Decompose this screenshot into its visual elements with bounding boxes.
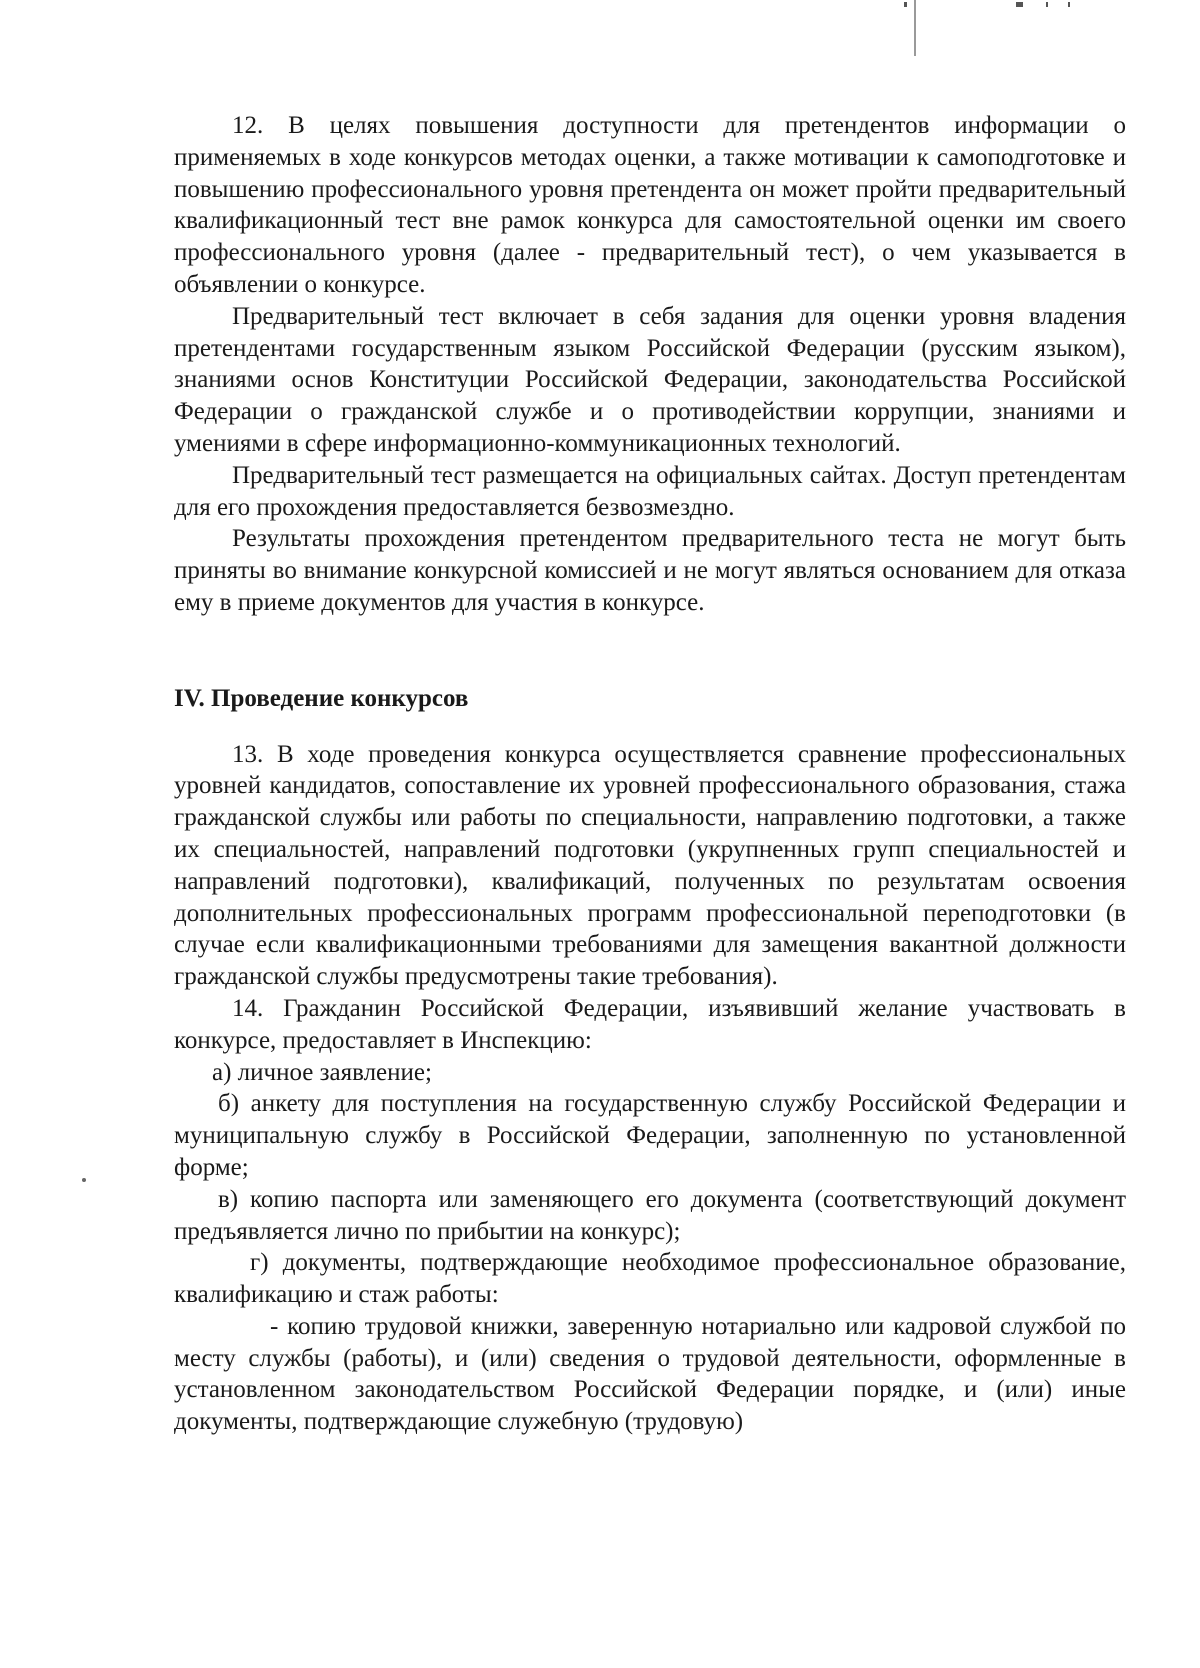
scan-artifact-line xyxy=(914,0,916,56)
list-item-v: в) копию паспорта или заменяющего его документа (соответствующий документ предъявляется лично по прибытии на конкурс); xyxy=(174,1185,1126,1245)
paragraph-12: 12. В целях повышения доступности для претендентов информации о применяемых в ходе конкурсов методах оценки, а также мотивации к самоподготовке и повышению профессионального уровня претендента он может пройти предварительный квалификационный тест вне рамок конкурса для самостоятельной оценки им своего профессионального уровня (далее - предварительный тест), о чем указывается в объявлении о конкурсе. xyxy=(174,112,1126,298)
scan-artifact-mark xyxy=(1016,2,1023,7)
section-heading: IV. Проведение конкурсов xyxy=(174,684,469,712)
scan-artifact-mark xyxy=(904,2,907,7)
scan-artifact-mark xyxy=(1046,2,1048,7)
list-item-b: б) анкету для поступления на государственную службу Российской Федерации и муниципальную службу в Российской Федерации, заполненную по установленной форме; xyxy=(174,1090,1126,1181)
paragraph-preliminary-test-access: Предварительный тест размещается на официальных сайтах. Доступ претендентам для его прохождения предоставляется безвозмездно. xyxy=(174,461,1126,521)
paragraph-preliminary-test-content: Предварительный тест включает в себя задания для оценки уровня владения претендентами государственным языком Российской Федерации (русским языком), знаниями основ Конституции Российской Федерации, законодательства Российской Федерации о гражданской службе и о противодействии коррупции, знаниями и умениями в сфере информационно-коммуникационных технологий. xyxy=(174,302,1126,457)
paragraph-preliminary-test-results: Результаты прохождения претендентом предварительного теста не могут быть приняты во внимание конкурсной комиссией и не могут являться основанием для отказа ему в приеме документов для участия в конкурсе. xyxy=(174,525,1126,616)
list-item-g: г) документы, подтверждающие необходимое профессиональное образование, квалификацию и стаж работы: xyxy=(174,1249,1126,1309)
spacer xyxy=(174,715,1126,739)
paragraph-14: 14. Гражданин Российской Федерации, изъявивший желание участвовать в конкурсе, предоставляет в Инспекцию: xyxy=(174,994,1126,1054)
scan-artifact-dot xyxy=(82,1178,86,1182)
spacer xyxy=(174,619,1126,683)
scan-artifact-mark xyxy=(1068,2,1070,7)
list-subitem-labor-book: - копию трудовой книжки, заверенную нотариально или кадровой службой по месту службы (работы), и (или) сведения о трудовой деятельности, оформленные в установленном законодательством Российской Федерации порядке, и (или) иные документы, подтверждающие служебную (трудовую) xyxy=(174,1312,1126,1436)
list-item-a: а) личное заявление; xyxy=(212,1058,432,1086)
paragraph-13: 13. В ходе проведения конкурса осуществляется сравнение профессиональных уровней кандидатов, сопоставление их уровней профессионального образования, стажа гражданской службы или работы по специальности, направлению подготовки, а также их специальностей, направлений подготовки (укрупненных групп специальностей и направлений подготовки), квалификаций, полученных по результатам освоения дополнительных профессиональных программ профессиональной переподготовки (в случае если квалификационными требованиями для замещения вакантной должности гражданской службы предусмотрены такие требования). xyxy=(174,740,1126,991)
document-body xyxy=(174,110,1126,1438)
